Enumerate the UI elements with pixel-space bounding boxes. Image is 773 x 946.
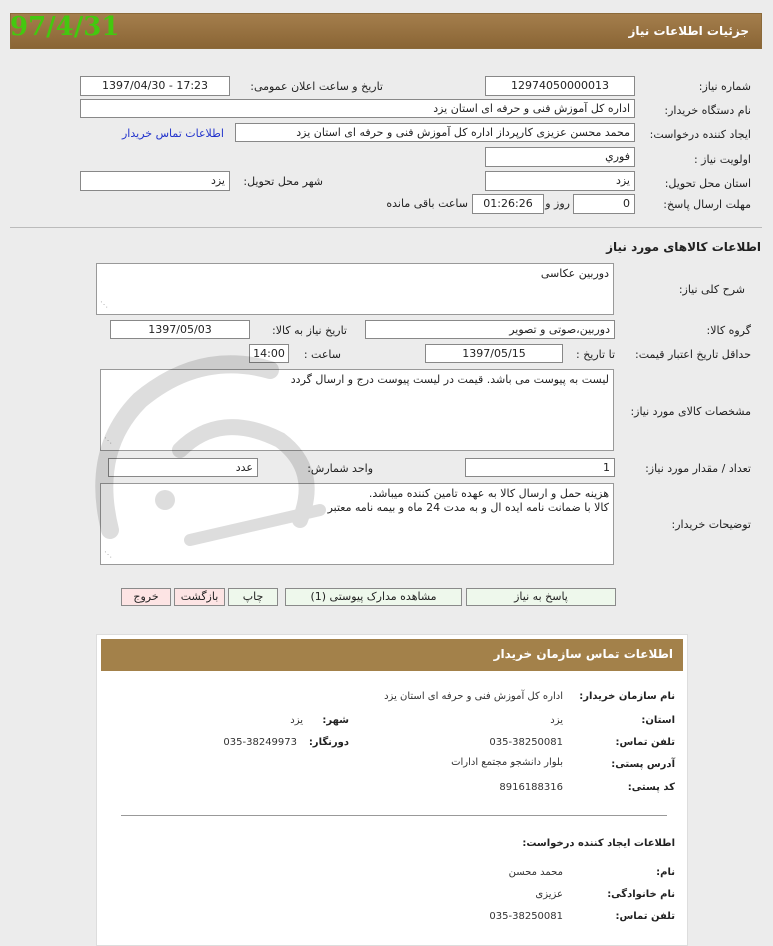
creator-phone-label: تلفن تماس:	[615, 911, 675, 922]
hour-field: 14:00	[249, 344, 289, 363]
creator-label: ایجاد کننده درخواست:	[649, 128, 751, 141]
need-date-label: تاریخ نیاز به کالا:	[272, 324, 347, 337]
buyer-org-field: اداره کل آموزش فنی و حرفه ای استان یزد	[80, 99, 635, 118]
group-field: دوربین،صوتی و تصویر	[365, 320, 615, 339]
buyer-notes-line-1: هزینه حمل و ارسال کالا به عهده تامین کننده میباشد.	[368, 487, 609, 500]
city-field: یزد	[80, 171, 230, 191]
reply-button[interactable]: پاسخ به نیاز	[466, 588, 616, 606]
exit-button[interactable]: خروج	[121, 588, 171, 606]
date-stamp: 97/4/31	[10, 12, 120, 42]
until-date-field: 1397/05/15	[425, 344, 563, 363]
creator-name-value: محمد محسن	[508, 867, 563, 878]
deadline-label: مهلت ارسال پاسخ:	[663, 198, 751, 211]
buyer-notes-line-2: کالا با ضمانت نامه ایده ال و به مدت 24 ماه و بیمه نامه معتبر	[327, 501, 609, 514]
resize-grip-icon[interactable]: ⋰	[100, 300, 108, 309]
creator-field: محمد محسن عزیزی کارپرداز اداره کل آموزش فنی و حرفه ای استان یزد	[235, 123, 635, 142]
days-field: 0	[573, 194, 635, 214]
priority-field: فوري	[485, 147, 635, 167]
creator-phone-value: 035-38250081	[489, 911, 563, 922]
buyer-org-label: نام دستگاه خریدار:	[664, 104, 751, 117]
days-and-label: روز و	[545, 197, 570, 210]
announce-label: تاریخ و ساعت اعلان عمومی:	[250, 80, 383, 93]
summary-text: دوربین عکاسی	[540, 267, 609, 280]
contact-card-title: اطلاعات تماس سازمان خریدار	[493, 647, 673, 661]
org-label: نام سازمان خریدار:	[579, 691, 675, 702]
page-title: جزئیات اطلاعات نیاز	[628, 24, 749, 38]
creator-name-label: نام:	[656, 867, 675, 878]
province-label: استان محل تحویل:	[664, 177, 751, 190]
unit-field: عدد	[108, 458, 258, 477]
specs-text: لیست به پیوست می باشد. قیمت در لیست پیوست درج و ارسال گردد	[290, 373, 609, 386]
card-divider	[121, 815, 667, 816]
qty-label: تعداد / مقدار مورد نیاز:	[645, 462, 751, 475]
address-label: آدرس پستی:	[611, 759, 675, 770]
province-field: یزد	[485, 171, 635, 191]
specs-label: مشخصات کالای مورد نیاز:	[630, 405, 751, 418]
contact-phone-value: 035-38250081	[489, 737, 563, 748]
min-validity-label: حداقل تاریخ اعتبار قیمت:	[635, 348, 751, 361]
buyer-notes-textarea[interactable]	[100, 483, 614, 565]
contact-phone-label: تلفن تماس:	[615, 737, 675, 748]
group-label: گروه کالا:	[706, 324, 751, 337]
need-number-label: شماره نیاز:	[698, 80, 751, 93]
contact-province-value: یزد	[550, 715, 563, 726]
resize-grip-icon[interactable]: ⋰	[104, 550, 112, 559]
address-value: بلوار دانشجو مجتمع ادارات	[451, 757, 563, 768]
creator-family-value: عزیزی	[535, 889, 563, 900]
remaining-label: ساعت باقی مانده	[386, 197, 468, 210]
contact-province-label: استان:	[641, 715, 675, 726]
contact-city-label: شهر:	[322, 715, 349, 726]
until-date-label: تا تاریخ :	[576, 348, 615, 361]
specs-textarea[interactable]	[100, 369, 614, 451]
summary-label: شرح کلی نیاز:	[678, 283, 745, 296]
time-left-field: 01:26:26	[472, 194, 544, 214]
postal-label: کد پستی:	[627, 782, 675, 793]
creator-info-title: اطلاعات ایجاد کننده درخواست:	[522, 838, 675, 849]
need-number-field: 12974050000013	[485, 76, 635, 96]
postal-value: 8916188316	[499, 782, 563, 793]
contact-card-header	[101, 639, 683, 671]
announce-field: 1397/04/30 - 17:23	[80, 76, 230, 96]
contact-fax-label: دورنگار:	[308, 737, 349, 748]
buyer-notes-label: توضیحات خریدار:	[671, 518, 751, 531]
qty-field: 1	[465, 458, 615, 477]
buyer-contact-card	[96, 634, 688, 946]
print-button[interactable]: چاپ	[228, 588, 278, 606]
attachments-button[interactable]: مشاهده مدارک پیوستی (1)	[285, 588, 462, 606]
hour-label: ساعت :	[303, 348, 341, 361]
need-date-field: 1397/05/03	[110, 320, 250, 339]
org-value: اداره کل آموزش فنی و حرفه ای استان یزد	[384, 691, 563, 702]
resize-grip-icon[interactable]: ⋰	[104, 436, 112, 445]
page-header	[10, 13, 762, 49]
contact-fax-value: 035-38249973	[223, 737, 297, 748]
back-button[interactable]: بازگشت	[174, 588, 225, 606]
buyer-contact-link[interactable]: اطلاعات تماس خریدار	[122, 127, 224, 140]
summary-textarea[interactable]	[96, 263, 614, 315]
unit-label: واحد شمارش:	[307, 462, 373, 475]
divider	[10, 227, 762, 228]
contact-city-value: یزد	[290, 715, 303, 726]
goods-section-title: اطلاعات کالاهای مورد نیاز	[606, 240, 761, 254]
city-label: شهر محل تحویل:	[243, 175, 323, 188]
creator-family-label: نام خانوادگی:	[607, 889, 675, 900]
priority-label: اولویت نیاز :	[693, 153, 751, 166]
